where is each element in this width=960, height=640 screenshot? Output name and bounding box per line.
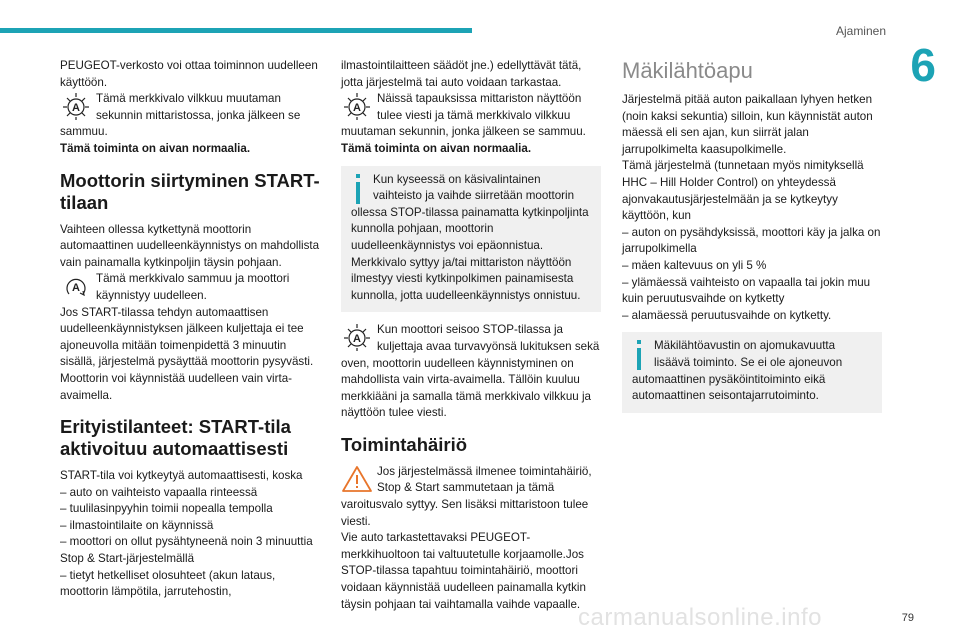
list-item: – ilmastointilaite on käynnissä — [60, 518, 214, 532]
paragraph: Tämä järjestelmä (tunnetaan myös nimityksellä HHC – Hill Holder Control) on yhteydessä ajonvakautusjärjestelmään ja se kytkeytyy käyttöön, kun — [622, 159, 864, 223]
info-icon — [351, 174, 365, 204]
column-3 — [622, 58, 882, 423]
svg-text:A: A — [72, 282, 80, 295]
warning-triangle-icon — [341, 464, 373, 494]
heading-malfunction: Toimintahäiriö — [341, 433, 468, 455]
warning-note-text: Jos järjestelmässä ilmenee toimintahäiriö, Stop & Start sammutetaan ja tämä varoitusvalo syttyy. Sen lisäksi mittaristoon tulee viesti. — [341, 464, 592, 528]
paragraph: ilmastointilaitteen säädöt jne.) edellyttävät tätä, jotta järjestelmä tai auto voidaan tarkastaa. — [341, 59, 582, 89]
indicator-note — [60, 271, 320, 304]
info-box — [622, 332, 882, 412]
list-item: – mäen kaltevuus on yli 5 % — [622, 258, 767, 272]
info-icon — [632, 340, 646, 370]
bold-note: Tämä toiminta on aivan normaalia. — [60, 141, 251, 155]
heading-special-situations: Erityistilanteet: START-tila aktivoituu automaattisesti — [60, 416, 291, 460]
svg-text:A: A — [353, 333, 361, 346]
indicator-note-text: Kun moottori seisoo STOP-tilassa ja kuljettaja avaa turvavyönsä lukituksen sekä oven, moottorin uudelleen käynnistyminen on mahdollista vain virta-avaimella. Tällöin kuuluu merkkiääni ja samalla tämä merkkivalo vilkkuu ja näyttöön tulee viesti. — [341, 323, 600, 420]
list-item: – auto on vaihteisto vapaalla rinteessä — [60, 485, 258, 499]
auto-stop-start-off-icon — [60, 271, 92, 301]
auto-stop-start-indicator-icon — [341, 91, 373, 121]
svg-text:A: A — [72, 102, 80, 115]
info-box-text: Kun kyseessä on käsivalintainen vaihteisto ja vaihde siirretään moottorin ollessa STOP-tilassa painamatta kytkinpoljinta kunnolla pohjaan, moottorin uudelleenkäynnistys voi epäonnistua. Merkkivalo syttyy ja/tai mittariston näyttöön ilmestyy viesti kytkinpolkimen painamisesta kunnolla, jotta uudelleenkäynnistys onnistuu. — [351, 172, 589, 302]
column-1 — [60, 58, 320, 601]
indicator-note-text: Tämä merkkivalo sammuu ja moottori käynnistyy uudelleen. — [96, 272, 290, 302]
auto-stop-start-indicator-icon — [341, 322, 373, 352]
indicator-note-text: Näissä tapauksissa mittariston näyttöön tulee viesti ja tämä merkkivalo vilkkuu muutaman sekunnin, jonka jälkeen se sammuu. — [341, 92, 586, 139]
column-2 — [341, 58, 601, 613]
header-accent-bar — [0, 28, 472, 33]
section-title: Ajaminen — [835, 24, 886, 38]
paragraph: Vaihteen ollessa kytkettynä moottorin automaattinen uudelleenkäynnistys on mahdollista vain painamalla kytkinpoljin täysin pohjaan. — [60, 222, 320, 269]
heading-hill-start-assist: Mäkilähtöapu — [622, 58, 753, 83]
paragraph: START-tila voi kytkeytyä automaattisesti, koska — [60, 469, 303, 483]
list-item: – moottori on ollut pysähtyneenä noin 3 minuuttia Stop & Start-järjestelmällä — [60, 535, 313, 566]
list-item: – alamäessä peruutusvaihde on kytketty. — [622, 308, 832, 322]
heading-restart: Moottorin siirtyminen START-tilaan — [60, 169, 320, 213]
info-box-text: Mäkilähtöavustin on ajomukavuutta lisäävä toiminto. Se ei ole ajoneuvon automaattinen pysäköintitoiminto eikä automaattinen seisontajarrutoiminto. — [632, 339, 843, 403]
paragraph: PEUGEOT-verkosto voi ottaa toiminnon uudelleen käyttöön. — [60, 59, 318, 89]
indicator-note — [341, 91, 601, 141]
list-item: – tuulilasinpyyhin toimii nopealla tempolla — [60, 502, 273, 516]
warning-note — [341, 464, 601, 530]
info-box — [341, 166, 601, 313]
svg-text:A: A — [353, 102, 361, 115]
paragraph: Järjestelmä pitää auton paikallaan lyhyen hetken (noin kaksi sekuntia) silloin, kun käynnistät auton mäessä eli sen ajan, kun siirrät jalan jarrupolkimelta kaasupolkimelle. — [622, 93, 873, 156]
page-number: 79 — [901, 612, 914, 624]
bold-note: Tämä toiminta on aivan normaalia. — [341, 141, 532, 155]
list-item: – ylämäessä vaihteisto on vapaalla tai jokin muu kuin peruutusvaihde on kytketty — [622, 275, 871, 306]
list-item: – tietyt hetkelliset olosuhteet (akun lataus, moottorin lämpötila, jarrutehostin, — [60, 568, 276, 599]
watermark: carmanualsonline.info — [578, 604, 822, 631]
indicator-note — [60, 91, 320, 141]
list-item: – auton on pysähdyksissä, moottori käy ja jalka on jarrupolkimella — [622, 225, 881, 256]
paragraph: Jos START-tilassa tehdyn automaattisen uudelleenkäynnistyksen jälkeen kuljettaja ei tee ajoneuvolla mitään toimenpidettä 3 minuutin sisällä, järjestelmä pysäyttää moottorin pysyvästi. Moottorin voi käynnistää uudelleen vain virta-avaimella. — [60, 305, 314, 402]
paragraph: Vie auto tarkastettavaksi PEUGEOT-merkkihuoltoon tai valtuutetulle korjaamolle.Jos STOP-tilassa tapahtuu toimintahäiriö, moottori voidaan käynnistää uudelleen painamalla kytkin täysin pohjaan tai vaihtamalla vaihde vapaalle. — [341, 531, 586, 611]
auto-stop-start-indicator-icon — [60, 91, 92, 121]
indicator-note — [341, 322, 601, 422]
chapter-number: 6 — [910, 39, 936, 91]
indicator-note-text: Tämä merkkivalo vilkkuu muutaman sekunnin mittaristossa, jonka jälkeen se sammuu. — [60, 92, 301, 139]
